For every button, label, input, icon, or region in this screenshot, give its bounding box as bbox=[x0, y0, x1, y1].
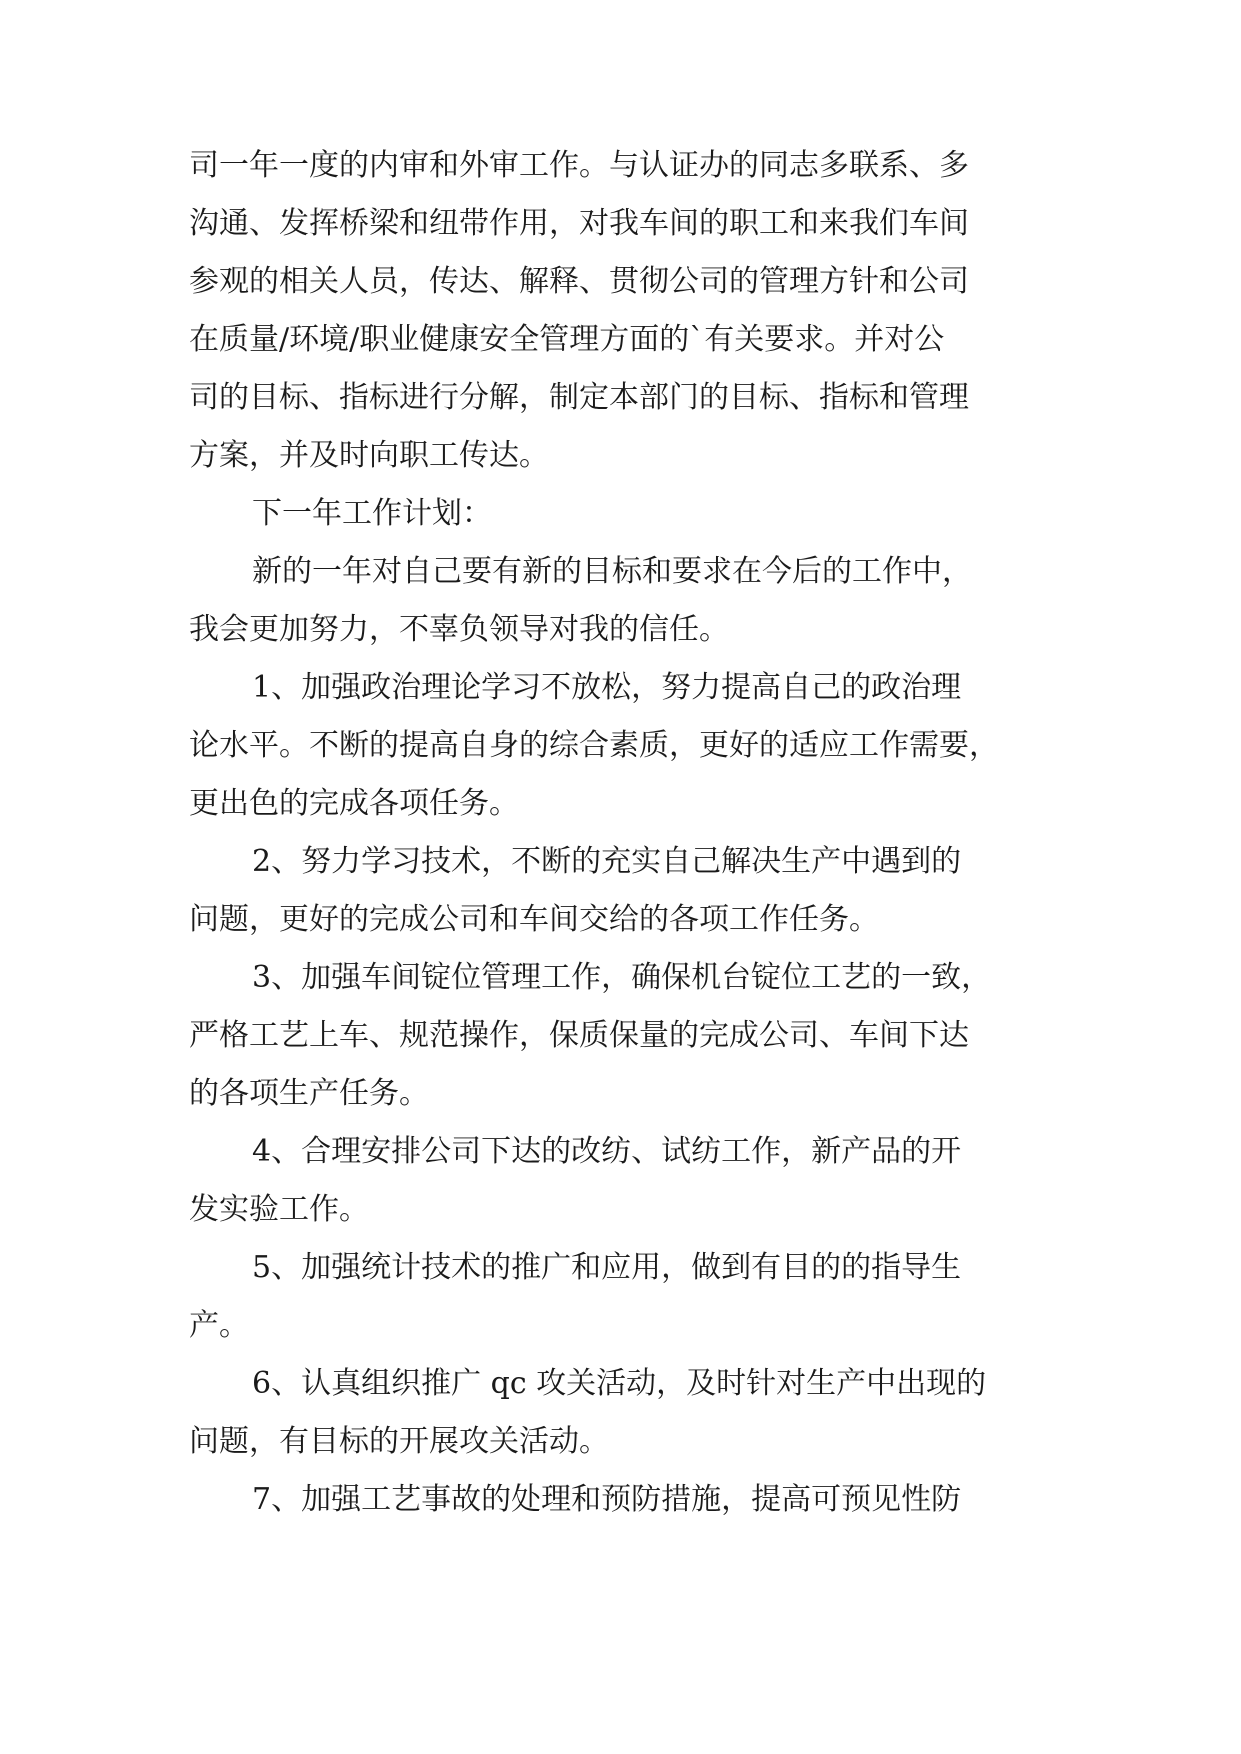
list-item-line: 问题，更好的完成公司和车间交给的各项工作任务。 bbox=[189, 902, 879, 937]
list-item-line: 产。 bbox=[189, 1308, 249, 1343]
list-item-line: 更出色的完成各项任务。 bbox=[189, 786, 519, 821]
list-item-line: 2、努力学习技术，不断的充实自己解决生产中遇到的 bbox=[252, 844, 962, 879]
list-item-line: 4、合理安排公司下达的改纺、试纺工作，新产品的开 bbox=[252, 1134, 962, 1169]
paragraph-line: 司的目标、指标进行分解，制定本部门的目标、指标和管理 bbox=[189, 380, 969, 415]
list-item-line: 论水平。不断的提高自身的综合素质，更好的适应工作需要， bbox=[189, 728, 999, 763]
list-item-line: 的各项生产任务。 bbox=[189, 1076, 429, 1111]
list-item-line: 6、认真组织推广 qc 攻关活动，及时针对生产中出现的 bbox=[252, 1366, 987, 1401]
section-heading: 下一年工作计划： bbox=[252, 496, 492, 531]
list-item-line: 发实验工作。 bbox=[189, 1192, 369, 1227]
list-item-line: 5、加强统计技术的推广和应用，做到有目的的指导生 bbox=[252, 1250, 962, 1285]
paragraph-line: 参观的相关人员，传达、解释、贯彻公司的管理方针和公司 bbox=[189, 264, 969, 299]
list-item-line: 7、加强工艺事故的处理和预防措施，提高可预见性防 bbox=[252, 1482, 962, 1517]
list-item-line: 问题，有目标的开展攻关活动。 bbox=[189, 1424, 609, 1459]
paragraph-line: 方案，并及时向职工传达。 bbox=[189, 438, 549, 473]
list-item-line: 3、加强车间锭位管理工作，确保机台锭位工艺的一致， bbox=[252, 960, 992, 995]
list-item-line: 1、加强政治理论学习不放松，努力提高自己的政治理 bbox=[252, 670, 962, 705]
paragraph-line: 我会更加努力，不辜负领导对我的信任。 bbox=[189, 612, 729, 647]
paragraph-line: 新的一年对自己要有新的目标和要求在今后的工作中， bbox=[252, 554, 972, 589]
paragraph-line: 司一年一度的内审和外审工作。与认证办的同志多联系、多 bbox=[189, 148, 969, 183]
paragraph-line: 沟通、发挥桥梁和纽带作用，对我车间的职工和来我们车间 bbox=[189, 206, 969, 241]
paragraph-line: 在质量/环境/职业健康安全管理方面的`有关要求。并对公 bbox=[189, 322, 945, 357]
list-item-line: 严格工艺上车、规范操作，保质保量的完成公司、车间下达 bbox=[189, 1018, 969, 1053]
